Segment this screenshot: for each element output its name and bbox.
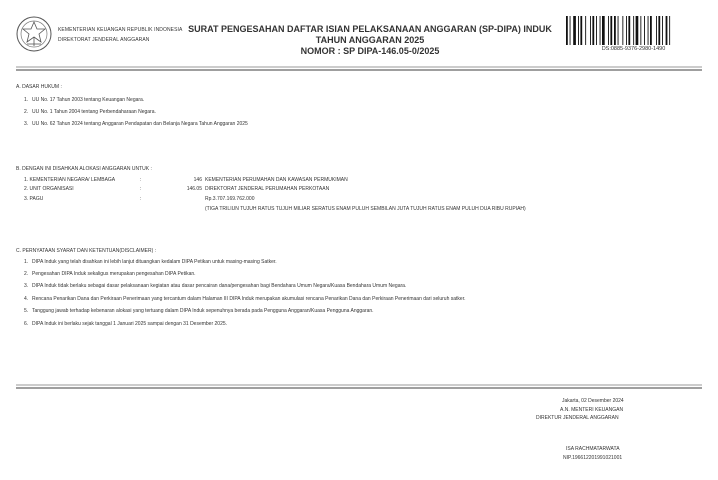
- signatory-name: ISA RACHMATARWATA: [566, 446, 620, 452]
- allocation-code: 146.05: [186, 186, 202, 192]
- place-and-date: Jakarta, 02 Desember 2024: [562, 398, 624, 404]
- on-behalf-of: A.N. MENTERI KEUANGAN: [560, 407, 624, 413]
- disclaimer-item: DIPA Induk yang telah disahkan ini lebih lanjut dituangkan kedalam DIPA Petikan untuk masing-masing Satker.: [32, 259, 277, 265]
- disclaimer-num: 6.: [24, 321, 29, 327]
- disclaimer-item: DIPA Induk tidak berlaku sebagai dasar pelaksanaan kegiatan atau dasar pencairan dana/pengesahan bagi Bendahara Umum Negara/Kuasa Bendahara Umum Negara.: [32, 283, 407, 289]
- header-divider: [16, 66, 702, 72]
- allocation-code: 146: [193, 177, 202, 183]
- disclaimer-num: 1.: [24, 259, 29, 265]
- allocation-separator: :: [140, 196, 142, 202]
- allocation-label: 1. KEMENTERIAN NEGARA/ LEMBAGA: [24, 177, 116, 183]
- ministry-name: KEMENTERIAN KEUANGAN REPUBLIK INDONESIA: [58, 27, 183, 33]
- ministry-emblem: [16, 16, 52, 52]
- pagu-in-words: (TIGA TRILIUN TUJUH RATUS TUJUH MILIAR SERATUS ENAM PULUH SEMBILAN JUTA TUJUH RATUS ENAM PULUH DUA RIBU RUPIAH): [205, 206, 526, 212]
- disclaimer-num: 2.: [24, 271, 29, 277]
- directorate-name: DIREKTORAT JENDERAL ANGGARAN: [58, 37, 150, 43]
- disclaimer-num: 4.: [24, 296, 29, 302]
- signatory-nip: NIP.196612201991021001: [563, 455, 623, 461]
- barcode-number: DS:0885-9376-2980-1490: [601, 46, 666, 52]
- disclaimer-num: 5.: [24, 308, 29, 314]
- disclaimer-item: DIPA Induk ini berlaku sejak tanggal 1 Januari 2025 sampai dengan 31 Desember 2025.: [32, 321, 228, 327]
- section-a-item: UU No. 62 Tahun 2024 tentang Anggaran Pendapatan dan Belanja Negara Tahun Anggaran 2025: [32, 121, 248, 127]
- section-a-heading: A. DASAR HUKUM :: [16, 84, 62, 90]
- barcode: [565, 16, 702, 45]
- section-c-heading: C. PERNYATAAN SYARAT DAN KETENTUAN(DISCLAIMER) :: [16, 248, 157, 254]
- pagu-amount: Rp.3.707.169.762.000: [205, 196, 255, 202]
- disclaimer-item: Pengesahan DIPA Induk sekaligus merupakan pengesahan DIPA Petikan.: [32, 271, 196, 277]
- allocation-value: DIREKTORAT JENDERAL PERUMAHAN PERKOTAAN: [205, 186, 330, 192]
- disclaimer-item: Tanggung jawab terhadap kebenaran alokasi yang tertuang dalam DIPA Induk sepenuhnya berada pada Pengguna Anggaran/Kuasa Pengguna Anggaran.: [32, 308, 374, 314]
- fiscal-year: TAHUN ANGGARAN 2025: [315, 35, 425, 45]
- allocation-separator: :: [140, 177, 142, 183]
- footer-divider: [16, 384, 702, 390]
- section-b-heading: B. DENGAN INI DISAHKAN ALOKASI ANGGARAN UNTUK :: [16, 166, 152, 172]
- section-a-item: UU No. 1 Tahun 2004 tentang Perbendaharaan Negara.: [32, 109, 156, 115]
- signatory-position: DIREKTUR JENDERAL ANGGARAN: [536, 415, 619, 421]
- allocation-label: 3. PAGU: [24, 196, 44, 202]
- allocation-value: KEMENTERIAN PERUMAHAN DAN KAWASAN PERMUKIMAN: [205, 177, 348, 183]
- section-a-num: 3.: [24, 121, 29, 127]
- allocation-label: 2. UNIT ORGANISASI: [24, 186, 74, 192]
- document-number: NOMOR : SP DIPA-146.05-0/2025: [300, 46, 440, 56]
- disclaimer-num: 3.: [24, 283, 29, 289]
- disclaimer-item: Rencana Penarikan Dana dan Perkiraan Penerimaan yang tercantum dalam Halaman III DIPA Induk merupakan akumulasi rencana Penarikan Dana dan Perkiraan Penerimaan dari seluruh satker.: [32, 296, 466, 302]
- document-title: SURAT PENGESAHAN DAFTAR ISIAN PELAKSANAAN ANGGARAN (SP-DIPA) INDUK: [188, 24, 552, 34]
- allocation-separator: :: [140, 186, 142, 192]
- section-a-item: UU No. 17 Tahun 2003 tentang Keuangan Negara.: [32, 97, 145, 103]
- section-a-num: 2.: [24, 109, 29, 115]
- section-a-num: 1.: [24, 97, 29, 103]
